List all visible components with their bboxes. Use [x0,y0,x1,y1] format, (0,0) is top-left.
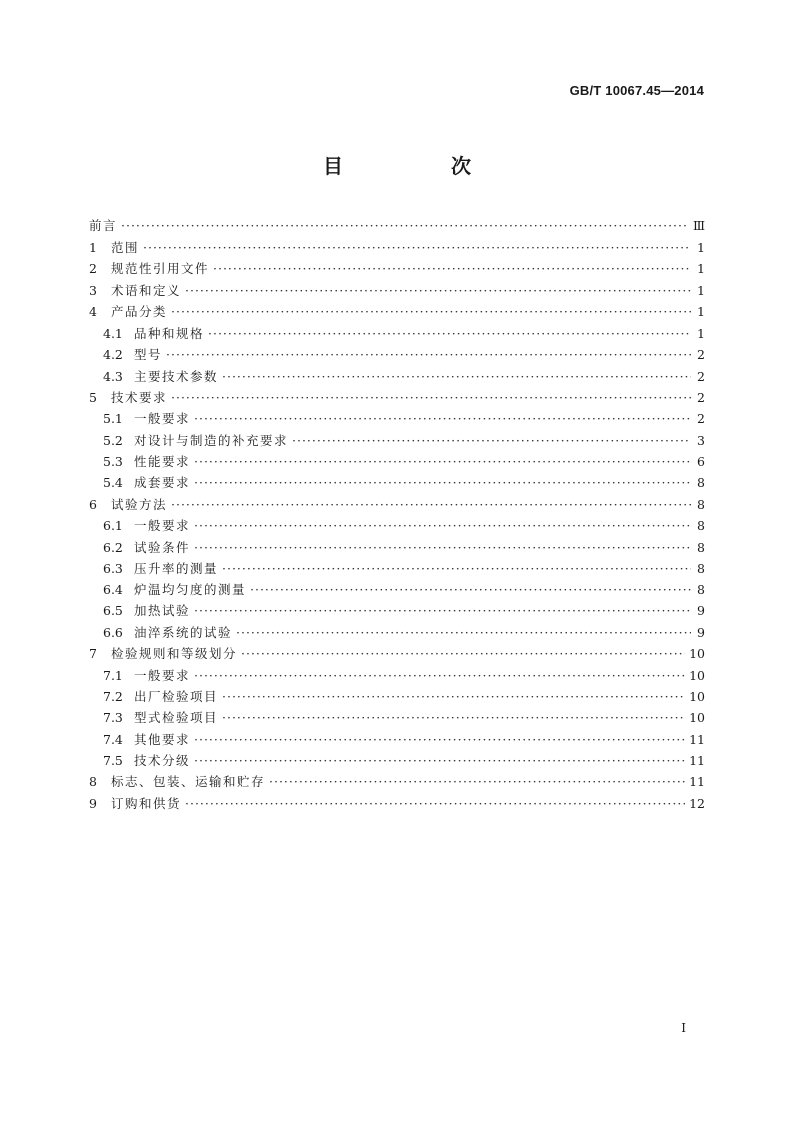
toc-entry-page: 8 [697,496,705,512]
toc-dot-leader [171,390,691,405]
toc-dot-leader [121,218,689,233]
toc-dot-leader [194,475,691,490]
toc-entry-number: 5.3 [103,454,123,470]
toc-dot-leader [185,796,685,811]
toc-entry-number: 4.2 [103,347,123,363]
toc-entry[interactable] [89,409,705,430]
toc-entry-title: 技术要求 [111,389,168,405]
toc-entry-title: 订购和供货 [111,795,182,811]
toc-dot-leader [213,261,691,276]
toc-entry-page: 1 [697,304,705,320]
toc-entry-page: 8 [697,518,705,534]
toc-entry-page: 10 [689,646,705,662]
toc-dot-leader [222,561,691,576]
toc-entry-number: 7.1 [103,667,123,683]
toc-entry[interactable] [89,238,705,260]
toc-entry-page: 8 [697,560,705,576]
toc-dot-leader [171,304,691,319]
toc-dot-leader [166,347,691,362]
toc-entry-page: 10 [689,688,705,704]
toc-entry-title: 术语和定义 [111,282,182,298]
toc-entry-number: 7.3 [103,710,123,726]
toc-entry[interactable] [89,431,705,452]
toc-entry-page: 2 [697,389,705,405]
toc-entry-page: 6 [697,454,705,470]
toc-entry[interactable] [89,708,705,729]
page-number: I [681,1021,686,1035]
toc-entry[interactable] [89,601,705,622]
toc-entry-number: 4 [89,304,97,320]
toc-entry-page: 1 [697,239,705,255]
toc-entry-title: 出厂检验项目 [134,688,219,704]
toc-entry-title: 一般要求 [134,411,191,427]
toc-entry-number: 5 [89,389,97,405]
toc-entry-title: 检验规则和等级划分 [111,646,238,662]
toc-dot-leader [194,518,691,533]
toc-entry[interactable] [89,794,705,816]
toc-entry-title: 品种和规格 [134,325,205,341]
toc-dot-leader [250,582,691,597]
toc-entry[interactable] [89,216,705,238]
toc-entry-title: 产品分类 [111,304,168,320]
toc-dot-leader [194,540,691,555]
toc-dot-leader [171,497,691,512]
toc-entry-number: 3 [89,282,97,298]
toc-dot-leader [236,625,691,640]
toc-dot-leader [292,433,691,448]
toc-entry-page: 3 [697,432,705,448]
toc-entry-title: 性能要求 [134,454,191,470]
toc-entry[interactable] [89,367,705,388]
toc-entry-page: 9 [697,603,705,619]
toc-entry-title: 规范性引用文件 [111,261,210,277]
toc-entry-page: 11 [689,752,705,768]
toc-entry[interactable] [89,516,705,537]
toc-entry-number: 6.2 [103,539,123,555]
toc-entry-title: 成套要求 [134,475,191,491]
toc-entry-title: 技术分级 [134,752,191,768]
toc-entry-title: 一般要求 [134,667,191,683]
toc-entry-number: 2 [89,261,97,277]
toc-entry[interactable] [89,473,705,494]
toc-entry-number: 6.1 [103,518,123,534]
toc-entry-title: 试验条件 [134,539,191,555]
toc-entry-page: 8 [697,475,705,491]
toc-entry-title: 其他要求 [134,731,191,747]
toc-entry-number: 7 [89,646,97,662]
toc-entry[interactable] [89,388,705,410]
toc-entry[interactable] [89,345,705,366]
toc-entry-title: 前言 [89,218,118,233]
toc-entry-title: 范围 [111,239,140,255]
toc-entry[interactable] [89,259,705,281]
toc-entry-page: 11 [689,774,705,790]
toc-dot-leader [194,454,691,469]
toc-entry[interactable] [89,730,705,751]
toc-entry-number: 7.2 [103,688,123,704]
toc-entry[interactable] [89,623,705,644]
toc-entry-number: 8 [89,774,97,790]
toc-entry[interactable] [89,644,705,666]
toc-dot-leader [222,689,685,704]
toc-entry-page: 2 [697,368,705,384]
toc-entry-title: 油淬系统的试验 [134,624,233,640]
toc-entry-title: 对设计与制造的补充要求 [134,432,289,448]
toc-entry-title: 主要技术参数 [134,368,219,384]
toc-entry-number: 6.5 [103,603,123,619]
toc-entry-number: 6.6 [103,624,123,640]
toc-entry[interactable] [89,772,705,794]
toc-entry-page: 11 [689,731,705,747]
toc-entry-page: 1 [697,325,705,341]
toc-entry-title: 炉温均匀度的测量 [134,582,247,598]
toc-dot-leader [194,668,685,683]
toc-entry[interactable] [89,281,705,303]
toc-entry-page: Ⅲ [692,218,705,233]
toc-entry[interactable] [89,666,705,687]
toc-entry-number: 4.3 [103,368,123,384]
toc-dot-leader [143,240,691,255]
table-of-contents [89,216,705,815]
toc-entry[interactable] [89,687,705,708]
toc-entry-number: 1 [89,239,97,255]
toc-dot-leader [194,753,685,768]
toc-entry-page: 8 [697,539,705,555]
toc-entry-title: 型式检验项目 [134,710,219,726]
toc-entry-page: 10 [689,667,705,683]
toc-entry-page: 2 [697,411,705,427]
toc-entry-page: 1 [697,261,705,277]
page-title: 目 次 [323,154,515,178]
toc-entry-page: 10 [689,710,705,726]
toc-entry-number: 7.5 [103,752,123,768]
toc-entry-number: 6.3 [103,560,123,576]
toc-dot-leader [208,326,691,341]
toc-entry[interactable] [89,302,705,324]
toc-entry-title: 标志、包装、运输和贮存 [111,774,266,790]
toc-entry-number: 6.4 [103,582,123,598]
toc-entry[interactable] [89,324,705,345]
toc-entry-page: 1 [697,282,705,298]
toc-entry-number: 5.1 [103,411,123,427]
toc-entry-title: 加热试验 [134,603,191,619]
toc-entry-page: 12 [689,795,705,811]
toc-entry[interactable] [89,452,705,473]
toc-entry-title: 一般要求 [134,518,191,534]
toc-dot-leader [194,603,691,618]
toc-entry-page: 9 [697,624,705,640]
toc-dot-leader [194,411,691,426]
toc-entry[interactable] [89,538,705,559]
toc-entry[interactable] [89,559,705,580]
toc-dot-leader [241,646,685,661]
toc-entry-number: 9 [89,795,97,811]
toc-entry-number: 7.4 [103,731,123,747]
toc-dot-leader [222,710,685,725]
toc-entry-title: 试验方法 [111,496,168,512]
toc-entry[interactable] [89,751,705,772]
toc-entry[interactable] [89,495,705,517]
toc-entry-page: 8 [697,582,705,598]
toc-entry-title: 压升率的测量 [134,560,219,576]
toc-dot-leader [185,283,691,298]
toc-entry-number: 4.1 [103,325,123,341]
toc-dot-leader [269,774,685,789]
toc-entry-number: 5.2 [103,432,123,448]
toc-entry[interactable] [89,580,705,601]
toc-entry-title: 型号 [134,347,163,363]
toc-entry-page: 2 [697,347,705,363]
standard-code: GB/T 10067.45—2014 [569,83,704,98]
toc-entry-number: 6 [89,496,97,512]
toc-entry-number: 5.4 [103,475,123,491]
toc-dot-leader [222,369,691,384]
toc-dot-leader [194,732,685,747]
